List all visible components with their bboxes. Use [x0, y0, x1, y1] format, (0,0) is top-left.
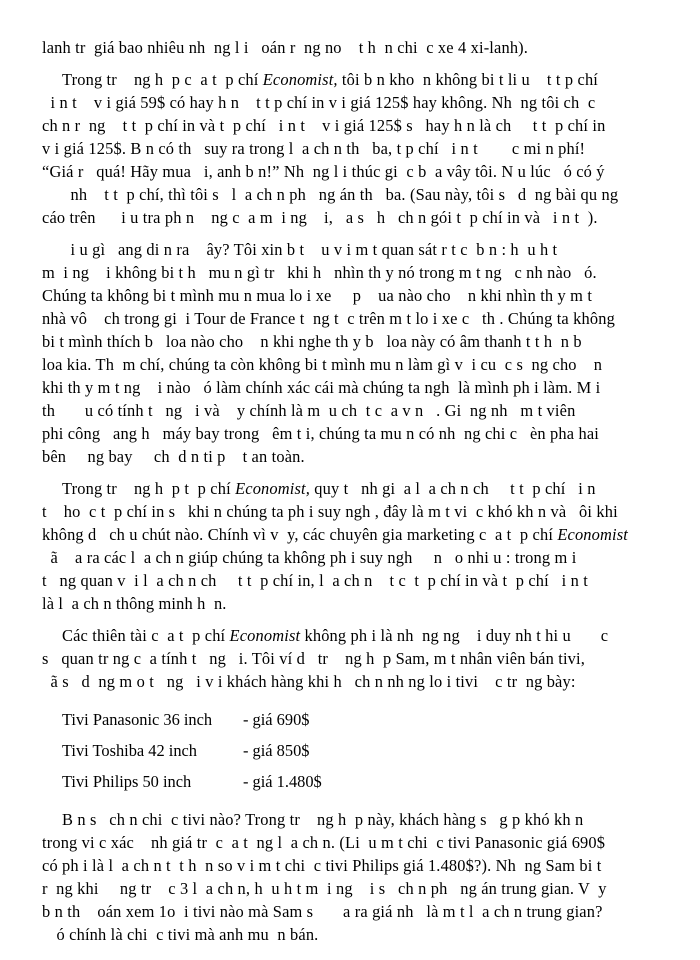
text-line: “Giá r quá! Hãy mua i, anh b n!” Nh ng l i thúc gi c b a vây tôi. N u lúc ó có ý: [42, 162, 605, 181]
text-line: ó chính là chi c tivi mà anh mu n bán.: [48, 925, 319, 944]
text-line: s quan tr ng c a tính t ng i. Tôi ví d tr ng h p Sam, m t nhân viên bán tivi,: [42, 649, 586, 668]
text-line: trong vi c xác nh giá tr c a t ng l a ch n. (Li u m t chi c tivi Panasonic giá 690$: [42, 833, 606, 852]
text-line: khi th y m t ng i nào ó làm chính xác cái mà chúng ta ngh là mình ph i làm. M i: [42, 378, 601, 397]
text-line: [42, 477, 658, 500]
text-line: [42, 68, 658, 91]
text-line: t ho c t p chí in s khi n chúng ta ph i suy ngh , đây là m t vi c khó kh n và ôi khi: [42, 502, 618, 521]
tv-item-price: - giá 1.480$: [243, 772, 322, 791]
text-line: r ng khi ng tr c 3 l a ch n, h u h t m i ng i s ch n ph ng án trung gian. V y: [42, 879, 607, 898]
text-line: là l a ch n thông minh h n.: [42, 594, 227, 613]
italic-title-economist: Economist: [229, 626, 301, 645]
page-text-body: [42, 36, 658, 946]
text-line: lanh tr giá bao nhiêu nh ng l i oán r ng no t h n chi c xe 4 xi-lanh).: [42, 38, 529, 57]
text-line: ã a ra các l a ch n giúp chúng ta không ph i suy ngh n o nhi u : trong m i: [42, 548, 577, 567]
text-line: Chúng ta không bi t mình mu n mua lo i xe p ua nào cho n khi nhìn th y m t: [42, 286, 593, 305]
line-segment: Trong tr ng h p t p chí: [62, 479, 236, 498]
tv-item-name: Tivi Toshiba 42 inch: [62, 741, 198, 760]
line-segment: Các thiên tài c a t p chí: [62, 626, 230, 645]
text-line: bên ng bay ch d n ti p t an toàn.: [42, 447, 305, 466]
text-line: có ph i là l a ch n t t h n so v i m t chi c tivi Philips giá 1.480$?). Nh ng Sam bi t: [42, 856, 602, 875]
text-line: i n t v i giá 59$ có hay h n t t p chí in v i giá 125$ hay không. Nh ng tôi ch c: [42, 93, 596, 112]
list-item: [42, 735, 658, 766]
text-line: t ng quan v i l a ch n ch t t p chí in, l a ch n t c t p chí in và t p chí i n t: [42, 571, 588, 590]
italic-title-economist: Economist,: [235, 479, 311, 498]
text-line: cáo trên i u tra ph n ng c a m i ng i, a s h ch n gói t p chí in và i n t ).: [42, 208, 598, 227]
paragraph-continuation: [42, 36, 658, 59]
television-price-list: [42, 704, 658, 797]
line-segment: Trong tr ng h p c a t p chí: [62, 70, 263, 89]
text-line: th u có tính t ng i và y chính là m u ch t c a v n . Gi ng nh m t viên: [42, 401, 576, 420]
italic-title-economist: Economist: [557, 525, 629, 544]
text-line: [42, 523, 658, 546]
text-line: [42, 624, 658, 647]
text-line: ã s d ng m o t ng i v i khách hàng khi h ch n nh ng lo i tivi c tr ng bày:: [42, 672, 576, 691]
paragraph-marketing-strategy: [42, 477, 658, 615]
paragraph-sam-intro: [42, 624, 658, 693]
tv-item-price: - giá 850$: [243, 741, 310, 760]
line-segment: tôi b n kho n không bi t li u t t p chí: [337, 70, 599, 89]
text-line: v i giá 125$. B n có th suy ra trong l a ch n th ba, t p chí i n t c mi n phí!: [42, 139, 586, 158]
text-line: b n th oán xem 1o i tivi nào mà Sam s a ra giá nh là m t l a ch n trung gian?: [42, 902, 603, 921]
list-item: [42, 766, 658, 797]
text-line: bi t mình thích b loa nào cho n khi nghe th y b loa này có âm thanh t t h n b: [42, 332, 582, 351]
line-segment: không d ch u chút nào. Chính vì v y, các chuyên gia marketing c a t p chí: [42, 525, 558, 544]
paragraph-decoy-conclusion: [42, 808, 658, 946]
italic-title-economist: Economist,: [262, 70, 338, 89]
paragraph-observation: [42, 238, 658, 468]
tv-item-price: - giá 690$: [243, 710, 310, 729]
tv-item-name: Tivi Philips 50 inch: [62, 772, 192, 791]
text-line: loa kia. Th m chí, chúng ta còn không bi t mình mu n làm gì v i cu c s ng cho n: [42, 355, 603, 374]
text-line: nh t t p chí, thì tôi s l a ch n ph ng án th ba. (Sau này, tôi s d ng bài qu ng: [62, 185, 619, 204]
text-line: i u gì ang di n ra ây? Tôi xin b t u v i m t quan sát r t c b n : h u h t: [62, 240, 558, 259]
text-line: m i ng i không bi t h mu n gì tr khi h nhìn th y nó trong m t ng c nh nào ó.: [42, 263, 597, 282]
list-item: [42, 704, 658, 735]
text-line: nhà vô ch trong gi i Tour de France t ng t c trên m t lo i xe c th . Chúng ta không: [42, 309, 615, 328]
tv-item-name: Tivi Panasonic 36 inch: [62, 710, 213, 729]
paragraph-economist-subscription: [42, 68, 658, 229]
text-line: phi công ang h máy bay trong êm t i, chúng ta mu n có nh ng chi c èn pha hai: [42, 424, 599, 443]
text-line: ch n r ng t t p chí in và t p chí i n t v i giá 125$ s hay h n là ch t t p chí in: [42, 116, 606, 135]
text-line: B n s ch n chi c tivi nào? Trong tr ng h p này, khách hàng s g p khó kh n: [62, 810, 584, 829]
line-segment: quy t nh gi a l a ch n ch t t p chí i n: [310, 479, 596, 498]
line-segment: không ph i là nh ng ng i duy nh t hi u c: [300, 626, 609, 645]
